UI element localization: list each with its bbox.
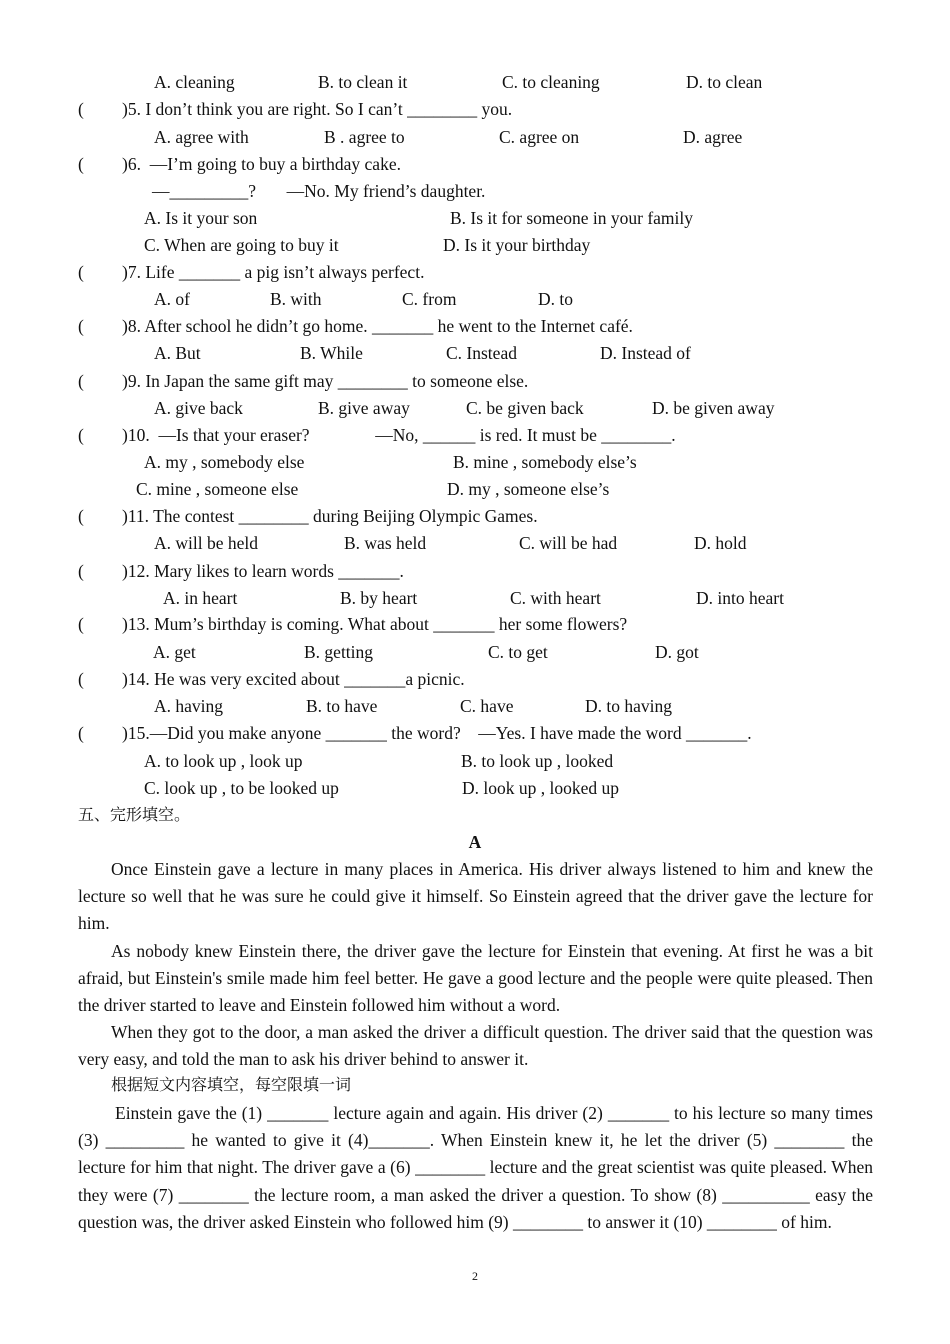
option-b: B. to have [306,696,378,716]
option-b: B. While [300,343,363,363]
option-c: C. with heart [510,588,601,608]
option-b: B. give away [318,398,410,418]
section-heading: 五、完形填空。 [78,805,191,824]
answer-bracket: ( [78,669,84,689]
answer-bracket: ( [78,316,84,336]
question-stem: )8. After school he didn’t go home. _______ he went to the Internet café. [122,316,633,336]
question-stem: )9. In Japan the same gift may ________ to someone else. [122,371,529,391]
option-d: D. my , someone else’s [447,479,610,499]
passage-paragraph: When they got to the door, a man asked the driver a difficult question. The driver said that the question was very easy, and told the man to ask his driver behind to answer it. [78,1022,873,1070]
option-a: A. of [154,289,190,309]
option-c: C. agree on [499,127,580,147]
option-c: C. to get [488,642,548,662]
option-a: A. But [154,343,201,363]
option-d: D. to clean [686,72,763,92]
option-b: B . agree to [324,127,405,147]
option-d: D. hold [694,533,747,553]
answer-bracket: ( [78,506,84,526]
option-a: A. Is it your son [144,208,258,228]
option-c: C. Instead [446,343,517,363]
question-stem: )12. Mary likes to learn words _______. [122,561,404,581]
answer-bracket: ( [78,425,84,445]
answer-bracket: ( [78,723,84,743]
page-number: 2 [472,1269,478,1283]
option-c: C. be given back [466,398,584,418]
question-stem: )5. I don’t think you are right. So I can’t ________ you. [122,99,513,119]
option-c: C. mine , someone else [136,479,299,499]
option-d: D. Is it your birthday [443,235,591,255]
question-stem-2: —_________? —No. My friend’s daughter. [152,181,486,201]
option-a: A. cleaning [154,72,235,92]
option-b: B. mine , somebody else’s [453,452,637,472]
option-c: C. from [402,289,457,309]
option-c: C. have [460,696,514,716]
option-a: A. will be held [154,533,259,553]
option-c: C. look up , to be looked up [144,778,339,798]
option-a: A. agree with [154,127,249,147]
answer-bracket: ( [78,614,84,634]
option-b: B. by heart [340,588,418,608]
option-d: D. to [538,289,573,309]
question-stem: )10. —Is that your eraser? —No, ______ is red. It must be ________. [122,425,676,445]
passage-paragraph: Once Einstein gave a lecture in many places in America. His driver always listened to him and knew the lecture so well that he was sure he could give it himself. So Einstein agreed that the driver gave the lecture for him. [78,859,873,934]
question-stem: )6. —I’m going to buy a birthday cake. [122,154,401,174]
answer-bracket: ( [78,561,84,581]
question-stem: )11. The contest ________ during Beijing Olympic Games. [122,506,538,526]
option-c: C. When are going to buy it [144,235,339,255]
question-stem: )15.—Did you make anyone _______ the word? —Yes. I have made the word _______. [122,723,752,743]
option-b: B. Is it for someone in your family [450,208,694,228]
option-b: B. with [270,289,322,309]
fill-instruction: 根据短文内容填空，每空限填一词 [111,1075,352,1094]
option-d: D. to having [585,696,673,716]
passage-paragraph: As nobody knew Einstein there, the driver gave the lecture for Einstein that evening. At first he was a bit afraid, but Einstein's smile made him feel better. He gave a good lecture and the people were quite pleased. Then the driver started to leave and Einstein followed him without a word. [78,941,873,1016]
answer-bracket: ( [78,262,84,282]
answer-bracket: ( [78,371,84,391]
option-a: A. having [154,696,224,716]
option-a: A. my , somebody else [144,452,305,472]
option-d: D. into heart [696,588,784,608]
option-b: B. was held [344,533,427,553]
question-stem: )14. He was very excited about _______a picnic. [122,669,465,689]
passage-label: A [468,832,482,852]
option-a: A. give back [154,398,243,418]
option-c: C. to cleaning [502,72,600,92]
answer-bracket: ( [78,154,84,174]
answer-bracket: ( [78,99,84,119]
option-b: B. getting [304,642,374,662]
question-stem: )13. Mum’s birthday is coming. What about _______ her some flowers? [122,614,628,634]
option-d: D. be given away [652,398,775,418]
option-c: C. will be had [519,533,618,553]
option-d: D. got [655,642,699,662]
option-b: B. to clean it [318,72,408,92]
option-d: D. look up , looked up [462,778,620,798]
fill-paragraph: Einstein gave the (1) _______ lecture again and again. His driver (2) _______ to his lecture so many times (3) _________ he wanted to give it (4)_______. When Einstein knew it, he let the driver (5) ________ the lecture for him that night. The driver gave a (6) ________ lecture and the great scientist was quite pleased. When they were (7) ________ the lecture room, a man asked the driver a question. To show (8) __________ easy the question was, the driver asked Einstein who followed him (9) ________ to answer it (10) ________ of him. [78,1103,873,1232]
option-b: B. to look up , looked [461,751,614,771]
option-a: A. to look up , look up [144,751,303,771]
option-a: A. get [153,642,196,662]
option-a: A. in heart [163,588,238,608]
option-d: D. Instead of [600,343,691,363]
question-stem: )7. Life _______ a pig isn’t always perfect. [122,262,425,282]
option-d: D. agree [683,127,743,147]
